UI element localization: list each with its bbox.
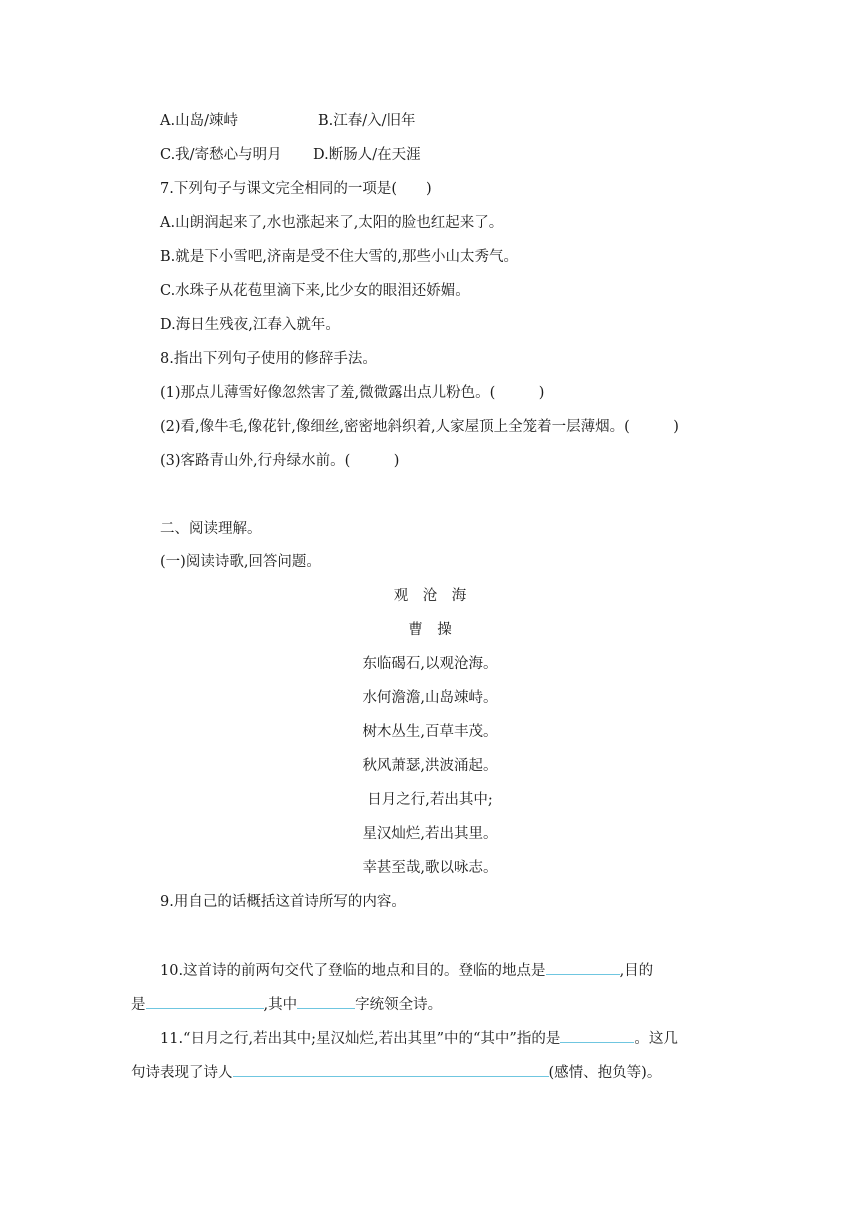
q11-text: (感情、抱负等)。	[548, 1065, 662, 1081]
q11-line-2	[131, 1060, 661, 1083]
section-title: 二、阅读理解。	[160, 521, 262, 537]
q7-option-b: B.就是下小雪吧,济南是受不住大雪的,那些小山太秀气。	[160, 249, 518, 265]
q7-option-c: C.水珠子从花苞里滴下来,比少女的眼泪还娇媚。	[160, 283, 470, 299]
poem-line: 树木丛生,百草丰茂。	[362, 724, 498, 740]
q10-text: 10.这首诗的前两句交代了登临的地点和目的。登临的地点是	[160, 963, 546, 979]
q11-text: 11.“日月之行,若出其中;星汉灿烂,若出其里”中的“其中”指的是	[160, 1031, 561, 1047]
poem-line: 水何澹澹,山岛竦峙。	[362, 690, 498, 706]
q6-option-d: D.断肠人/在天涯	[313, 147, 421, 163]
q10-text: ,其中	[263, 997, 298, 1013]
q9-question: 9.用自己的话概括这首诗所写的内容。	[160, 894, 406, 910]
poem-line: 秋风萧瑟,洪波涌起。	[362, 758, 498, 774]
q10-text: 字统领全诗。	[355, 997, 443, 1013]
poem-line: 星汉灿烂,若出其里。	[362, 826, 498, 842]
poem-title: 观 沧 海	[393, 588, 467, 604]
q11-blank-meaning[interactable]	[560, 1026, 634, 1043]
poem-line: 东临碣石,以观沧海。	[362, 656, 498, 672]
q11-blank-feeling[interactable]	[233, 1060, 549, 1077]
q6-option-a: A.山岛/竦峙	[160, 113, 238, 129]
q8-sentence-2: (2)看,像牛毛,像花针,像细丝,密密地斜织着,人家屋顶上全笼着一层薄烟。( )	[160, 419, 679, 435]
q10-text: ,目的	[619, 963, 654, 979]
q10-line-2	[131, 992, 442, 1015]
q6-option-b: B.江春/入/旧年	[318, 113, 416, 129]
q8-stem: 8.指出下列句子使用的修辞手法。	[160, 351, 377, 367]
poem-line: 日月之行,若出其中;	[367, 792, 493, 808]
q10-text: 是	[131, 997, 146, 1013]
q7-stem: 7.下列句子与课文完全相同的一项是( )	[160, 181, 432, 197]
q6-option-c: C.我/寄愁心与明月	[160, 147, 282, 163]
q8-sentence-3: (3)客路青山外,行舟绿水前。( )	[160, 453, 400, 469]
q11-line-1	[160, 1026, 678, 1049]
q7-option-d: D.海日生残夜,江春入就年。	[160, 317, 340, 333]
section-subtitle: (一)阅读诗歌,回答问题。	[160, 554, 321, 570]
poem-author: 曹 操	[408, 622, 452, 638]
poem-line: 幸甚至哉,歌以咏志。	[362, 860, 498, 876]
q11-text: 。这几	[634, 1031, 678, 1047]
q10-blank-keyword[interactable]	[297, 992, 355, 1009]
q8-sentence-1: (1)那点儿薄雪好像忽然害了羞,微微露出点儿粉色。( )	[160, 385, 545, 401]
q10-blank-purpose[interactable]	[146, 992, 264, 1009]
q7-option-a: A.山朗润起来了,水也涨起来了,太阳的脸也红起来了。	[160, 215, 504, 231]
q10-line-1	[160, 958, 653, 981]
q10-blank-location[interactable]	[546, 958, 620, 975]
q11-text: 句诗表现了诗人	[131, 1065, 233, 1081]
